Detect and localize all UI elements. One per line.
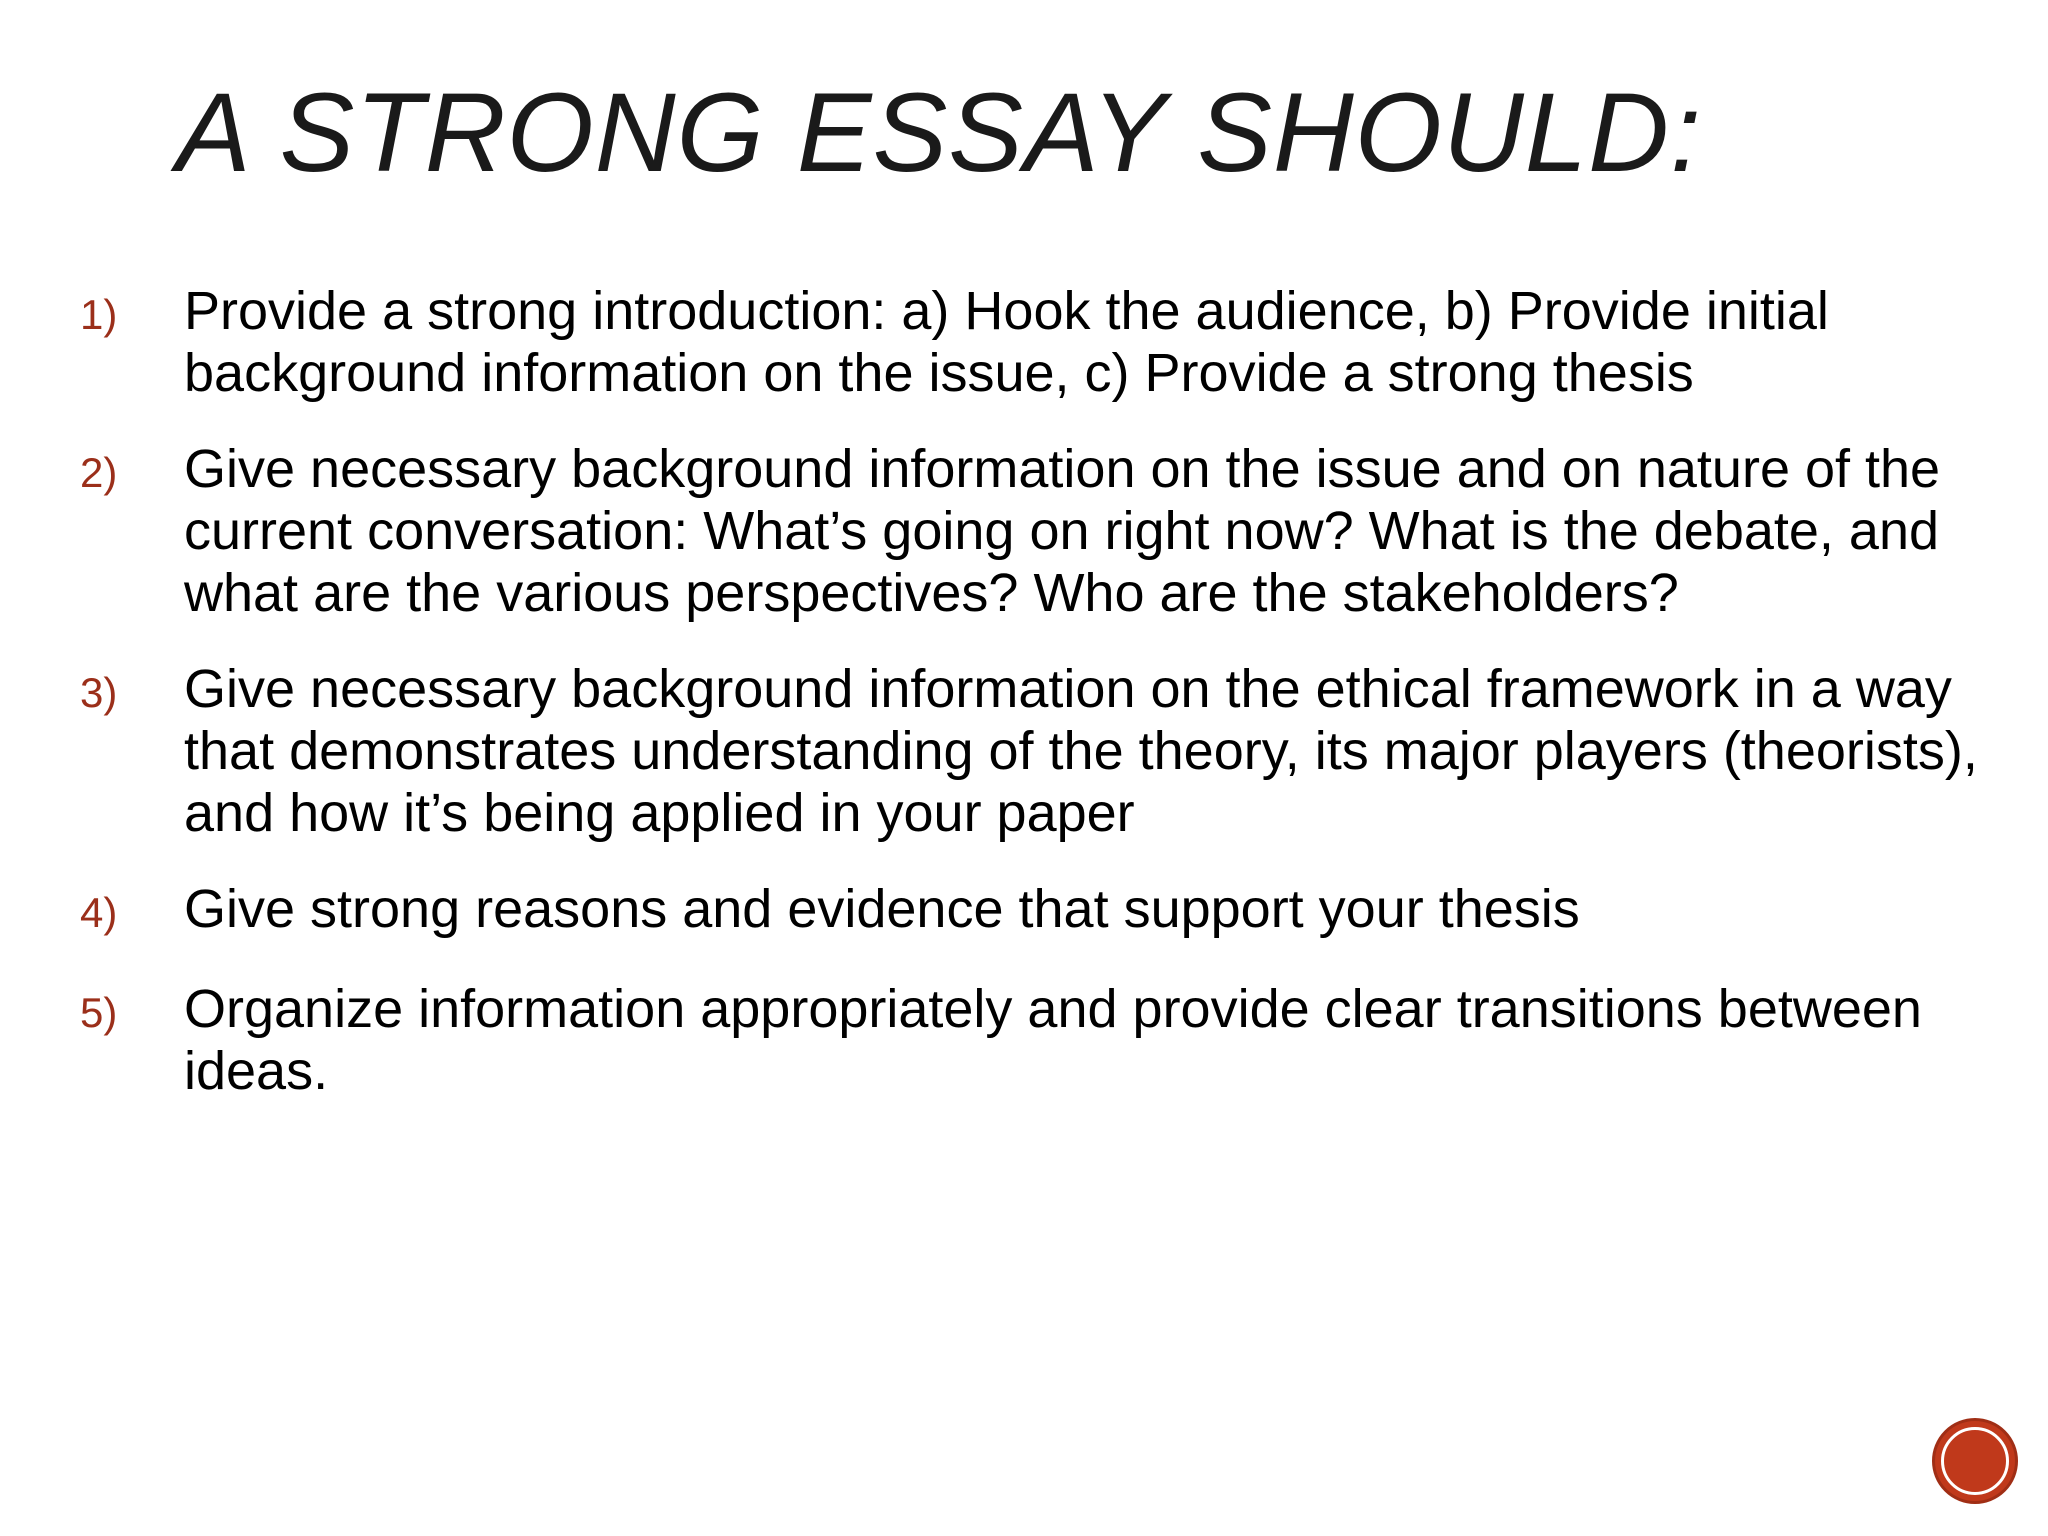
list-item <box>80 878 1990 944</box>
list-item-number: 5) <box>80 989 118 1036</box>
list-item <box>80 658 1990 844</box>
list-item-text: Provide a strong introduction: a) Hook the audience, b) Provide initial background information on the issue, c) Provide a strong thesis <box>184 281 1829 403</box>
list-item-number: 3) <box>80 669 118 716</box>
list-item <box>80 978 1990 1102</box>
list-item-text: Give necessary background information on the issue and on nature of the current conversation: What’s going on right now? What is the debate, and what are the various perspectives? Who are the stakeholders? <box>184 439 1941 623</box>
list-item-number: 2) <box>80 449 118 496</box>
slide-nav-button[interactable] <box>1932 1418 2018 1504</box>
list-item <box>80 438 1990 624</box>
list-item-text: Organize information appropriately and provide clear transitions between ideas. <box>184 979 1922 1101</box>
essay-criteria-list <box>80 280 1990 1136</box>
list-item <box>80 280 1990 404</box>
list-item-number: 4) <box>80 889 118 936</box>
slide-title: A STRONG ESSAY SHOULD: <box>176 70 1703 195</box>
list-item-number: 1) <box>80 291 118 338</box>
circle-button-icon <box>1941 1427 2009 1495</box>
list-item-text: Give necessary background information on the ethical framework in a way that demonstrates understanding of the theory, its major players (theorists), and how it’s being applied in your paper <box>184 659 1978 843</box>
list-item-text: Give strong reasons and evidence that support your thesis <box>184 879 1580 939</box>
